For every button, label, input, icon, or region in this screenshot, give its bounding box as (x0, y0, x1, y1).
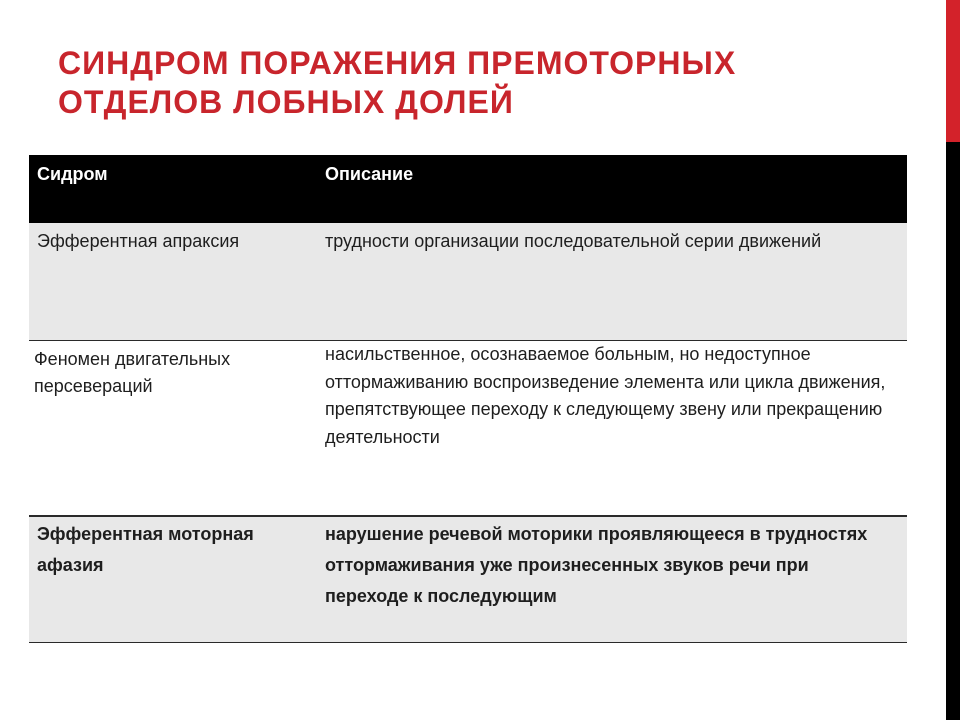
header-description: Описание (325, 164, 414, 184)
syndrome-cell: Феномен двигательных персевераций (34, 349, 231, 396)
table-row (29, 341, 907, 517)
table-row (29, 223, 907, 341)
syndrome-cell: Эфферентная апраксия (37, 231, 240, 251)
accent-bar-red (946, 0, 960, 142)
table-header-row (29, 155, 907, 223)
description-cell: нарушение речевой моторики проявляющееся в трудностях оттормаживания уже произнесенных звуков речи при переходе к последующим (325, 524, 868, 606)
slide-title (58, 44, 878, 122)
accent-bar-black (946, 142, 960, 720)
syndrome-cell: Эфферентная моторная афазия (37, 524, 254, 575)
table-row (29, 517, 907, 643)
slide-title-line-2: ОТДЕЛОВ ЛОБНЫХ ДОЛЕЙ (58, 84, 514, 120)
description-cell: трудности организации последовательной серии движений (325, 231, 822, 251)
syndrome-table (29, 155, 907, 643)
description-cell: насильственное, осознаваемое больным, но недоступное оттормаживанию воспроизведение элемента или цикла движения, препятствующее переходу к следующему звену или прекращению деятельности (325, 344, 886, 447)
header-syndrome: Сидром (37, 164, 108, 184)
slide-title-line-1: СИНДРОМ ПОРАЖЕНИЯ ПРЕМОТОРНЫХ (58, 45, 737, 81)
